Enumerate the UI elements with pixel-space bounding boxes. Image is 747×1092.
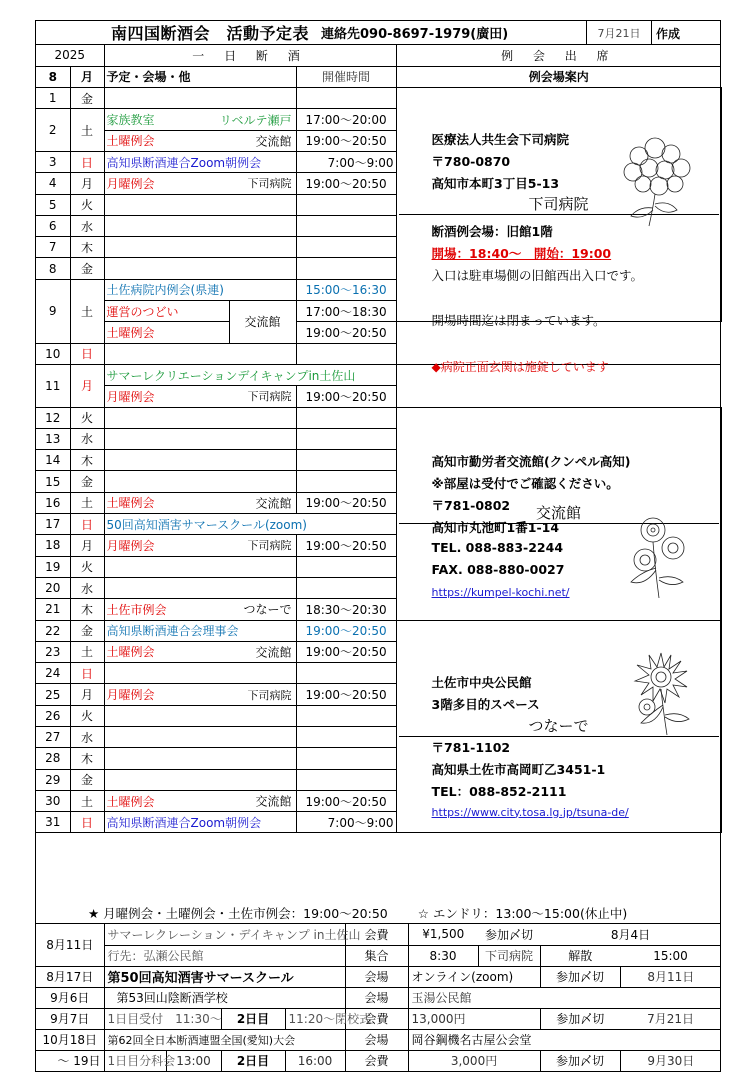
day2-label: 2日目 [221,1008,285,1029]
event-time: 19:00～20:50 [296,130,396,151]
weekday: 土 [70,279,104,343]
day-number: 15 [36,471,70,492]
day-number: 29 [36,769,70,790]
day-number: 10 [36,343,70,364]
time-column-header: 開催時間 [296,66,396,87]
day-row-sub [36,322,721,343]
event-name [104,237,296,258]
day-number: 4 [36,173,70,194]
venue-panel-geshi [396,88,721,375]
calendar-table [36,45,721,833]
meeting-times-note: ★ 月曜例会・土曜例会・土佐市例会：19:00～20:50 [88,906,388,921]
event-name [104,407,296,428]
event-location: 交流館 [229,301,296,344]
event-summer-school: 50回高知酒害サマースクール(zoom) [104,514,396,535]
fee-label: 会費 [345,1050,408,1071]
day-row [36,364,721,385]
deadline-value: 8月4日 [540,924,721,945]
day-number: 13 [36,428,70,449]
event-zoom-meeting: 高知県断酒連合Zoom朝例会 [104,151,296,172]
weekday: 水 [70,215,104,236]
event-row [36,1050,721,1071]
event-name [104,88,296,109]
weekday: 水 [70,727,104,748]
day-number: 26 [36,705,70,726]
event-time [296,343,396,364]
event-time [296,194,396,215]
venue-address: 高知市丸池町1番1-14 [431,519,560,535]
venue-panel-koryukan [396,407,721,620]
event-time [296,556,396,577]
day-number: 9 [36,279,70,343]
event-name [104,194,296,215]
fee-value: 13,000円 [408,1008,540,1029]
day-number: 12 [36,407,70,428]
meet-time: 8:30 [408,945,478,966]
left-section-title: 一 日 断 酒 [104,45,396,66]
month-number: 8 [36,66,70,87]
venue-room-note: ※部屋は受付でご確認ください。 [431,475,619,491]
day-number: 5 [36,194,70,215]
event-date: 8月17日 [36,966,104,987]
contact-info: 連絡先090-8697-1979(廣田) [321,27,509,42]
event-time: 19:00～20:50 [296,684,396,705]
deadline-value: 7月21日 [620,1008,721,1029]
event-monday-meeting: 月曜例会 下司病院 [104,386,296,407]
event-time: 15:00～16:30 [296,279,396,300]
special-events-table [36,924,721,1071]
venue-tel: TEL. 088-883-2244 [431,539,564,555]
weekday: 木 [70,748,104,769]
weekday: 土 [70,492,104,513]
event-title: 第53回山陰断酒学校 [104,987,345,1008]
day-number: 22 [36,620,70,641]
venue-closed-note: 開場時間迄は閉まっています。 [431,313,606,329]
fee-value: 3,000円 [408,1050,540,1071]
event-name [104,215,296,236]
plan-column-header: 予定・会場・他 [104,66,296,87]
weekday: 土 [70,109,104,152]
venue-postal: 〒781-1102 [431,739,511,755]
event-monday-meeting: 月曜例会 下司病院 [104,684,296,705]
day-number: 6 [36,215,70,236]
venue-room: 断酒例会場：旧館1階 [431,224,553,240]
day-number: 23 [36,641,70,662]
day2-time: 16:00 [285,1050,345,1071]
day-number: 7 [36,237,70,258]
meeting-summary [36,903,720,924]
event-time: 19:00～20:50 [296,641,396,662]
month-label: 月 [70,66,104,87]
day-number: 14 [36,450,70,471]
venue-room: 3階多目的スペース [431,696,540,712]
event-time: 19:00～20:50 [296,173,396,194]
event-name [104,663,296,684]
event-saturday-meeting: 土曜例会 交流館 [104,130,296,151]
event-time [296,471,396,492]
weekday: 月 [70,535,104,556]
day-number: 28 [36,748,70,769]
event-title: 第62回全日本断酒連盟全国(愛知)大会 [104,1029,345,1050]
closing-note: 11:20～閉校式 [285,1008,345,1029]
weekday: 日 [70,663,104,684]
event-row [36,1029,721,1050]
day-row [36,407,721,428]
event-title: サマーレクレーション・デイキャンプ in土佐山 [104,924,345,945]
event-saturday-meeting: 土曜例会 交流館 [104,492,296,513]
deadline-label: 参加〆切 [478,924,540,945]
day2-label: 2日目 [221,1050,285,1071]
event-summer-camp: サマーレクリエーションデイキャンプin土佐山 [104,364,396,385]
venue-address: 高知市本町3丁目5-13 [431,176,560,192]
venue-entrance-note: 入口は駐車場側の旧館西出入口です。 [431,268,644,284]
day-row-sub [36,386,721,407]
weekday: 金 [70,471,104,492]
day-number: 21 [36,599,70,620]
event-time [296,450,396,471]
fee-value: ¥1,500 [408,924,478,945]
day-number: 20 [36,577,70,598]
day-number: 30 [36,790,70,811]
event-row [36,924,721,945]
deadline-value: 8月11日 [620,966,721,987]
day-number: 24 [36,663,70,684]
event-saturday-meeting: 土曜例会 交流館 [104,790,296,811]
event-time: 19:00～20:50 [296,535,396,556]
event-name [104,343,296,364]
event-time: 17:00～20:00 [296,109,396,130]
deadline-label: 参加〆切 [540,1008,620,1029]
event-name [104,428,296,449]
event-tosa-hospital-meeting: 土佐病院内例会(県連) [104,279,296,300]
event-time [296,428,396,449]
event-time [296,769,396,790]
event-name [104,450,296,471]
weekday: 火 [70,407,104,428]
venue-value: 岡谷鋼機名古屋公会堂 [408,1029,721,1050]
event-name [104,727,296,748]
fee-label: 会費 [345,924,408,945]
day-number: 11 [36,364,70,407]
event-time [296,237,396,258]
event-time [296,258,396,279]
day-number: 25 [36,684,70,705]
created-label: 作成 [656,27,681,41]
dismiss-label: 解散 [540,945,620,966]
event-time [296,88,396,109]
event-family-class: 家族教室 リベルテ瀬戸 [104,109,296,130]
event-name [104,705,296,726]
event-date: 8月11日 [36,924,104,966]
event-date: 9月7日 [36,1008,104,1029]
title-row [36,21,720,45]
day-number: 19 [36,556,70,577]
venue-address: 高知県土佐市高岡町乙3451-1 [431,761,606,777]
event-time: 7:00～9:00 [296,151,396,172]
day-row [36,343,721,364]
event-time: 7:00～9:00 [296,812,396,833]
event-date: 9月6日 [36,987,104,1008]
event-row [36,966,721,987]
event-time [296,705,396,726]
page-title: 南四国断酒会 活動予定表 [111,24,310,43]
year-cell: 2025 [36,45,104,66]
weekday: 金 [70,88,104,109]
created-date: 7月21日 [586,21,652,44]
venue-value: オンライン(zoom) [408,966,540,987]
event-time [296,577,396,598]
day-number: 3 [36,151,70,172]
event-time: 19:00～20:50 [296,386,396,407]
day-number: 31 [36,812,70,833]
weekday: 水 [70,428,104,449]
day-number: 18 [36,535,70,556]
weekday: 火 [70,194,104,215]
venue-heading: つなーで [399,716,719,737]
right-section-title: 例 会 出 席 [396,45,721,66]
event-row [36,987,721,1008]
deadline-value: 9月30日 [620,1050,721,1071]
venue-label: 会場 [345,1029,408,1050]
weekday: 水 [70,577,104,598]
venue-heading: 交流館 [399,503,719,524]
event-time [296,663,396,684]
deadline-label: 参加〆切 [540,966,620,987]
dahlia-illustration [623,508,695,600]
weekday: 火 [70,556,104,577]
event-time [296,748,396,769]
weekday: 日 [70,812,104,833]
venue-label: 会場 [345,987,408,1008]
day-number: 17 [36,514,70,535]
event-name [104,748,296,769]
weekday: 土 [70,641,104,662]
event-tosa-city-meeting: 土佐市例会 つなーで [104,599,296,620]
event-time: 19:00～20:50 [296,322,396,343]
venue-label: 会場 [345,966,408,987]
venue-name: 土佐市中央公民館 [431,674,532,690]
event-name [104,556,296,577]
day-number: 8 [36,258,70,279]
venue-value: 玉湯公民館 [408,987,721,1008]
weekday: 日 [70,151,104,172]
event-name [104,577,296,598]
venue-link[interactable]: https://www.city.tosa.lg.jp/tsuna-de/ [431,805,629,819]
meet-place: 下司病院 [478,945,540,966]
event-date: ～ 19日 [36,1050,104,1071]
venue-heading: 下司病院 [399,194,719,215]
day-row [36,88,721,109]
event-date: 10月18日 [36,1029,104,1050]
weekday: 土 [70,790,104,811]
venue-postal: 〒781-0802 [431,497,511,513]
event-time [296,727,396,748]
event-time: 19:00～20:50 [296,620,396,641]
event-management-gathering: 運営のつどい [104,301,229,322]
fee-label: 会費 [345,1008,408,1029]
weekday: 金 [70,258,104,279]
venue-name: 医療法人共生会下司病院 [431,132,570,148]
event-row [36,1008,721,1029]
dismiss-time: 15:00 [620,945,721,966]
weekday: 金 [70,620,104,641]
event-name [104,471,296,492]
day1-note: 1日目分科会 [104,1050,166,1071]
weekday: 日 [70,514,104,535]
day-number: 1 [36,88,70,109]
event-monday-meeting: 月曜例会 下司病院 [104,535,296,556]
meet-label: 集合 [345,945,408,966]
event-time: 19:00～20:50 [296,790,396,811]
sunflower-illustration [623,649,697,737]
weekday: 月 [70,364,104,407]
event-saturday-meeting: 土曜例会 [104,322,229,343]
schedule-sheet [35,20,721,1072]
weekday: 木 [70,450,104,471]
venue-opening-time: 開場：18:40～ 開始：19:00 [431,246,612,262]
event-saturday-meeting: 土曜例会 交流館 [104,641,296,662]
event-title: 第50回高知酒害サマースクール [104,966,345,987]
venue-link[interactable]: https://kumpel-kochi.net/ [431,585,570,599]
event-destination: 行先：弘瀬公民館 [104,945,345,966]
day-row [36,620,721,641]
event-row-sub [36,945,721,966]
event-time: 18:30～20:30 [296,599,396,620]
deadline-label: 参加〆切 [540,1050,620,1071]
weekday: 木 [70,599,104,620]
day-number: 27 [36,727,70,748]
venue-postal: 〒780-0870 [431,154,511,170]
day1-note: 1日目受付 11:30～ [104,1008,221,1029]
event-time [296,215,396,236]
guide-column-header: 例会場案内 [396,66,721,87]
event-zoom-meeting: 高知県断酒連合Zoom朝例会 [104,812,296,833]
weekday: 月 [70,173,104,194]
event-name [104,258,296,279]
day-number: 16 [36,492,70,513]
venue-fax: FAX. 088-880-0027 [431,561,565,577]
weekday: 金 [70,769,104,790]
event-name [104,769,296,790]
weekday: 木 [70,237,104,258]
venue-tel: TEL：088-852-2111 [431,783,567,799]
venue-locked-note: ◆病院正面玄関は施錠しています [431,360,609,375]
panel-spacer [396,386,721,407]
event-time [296,407,396,428]
hydrangea-illustration [619,128,697,228]
day1-time: 13:00 [166,1050,221,1071]
venue-panel-tsunade [396,620,721,833]
entry-note: ☆ エンドリ：13:00～15:00(休止中) [417,906,628,921]
event-board-meeting: 高知県断酒連合会理事会 [104,620,296,641]
event-time: 17:00～18:30 [296,301,396,322]
weekday: 月 [70,684,104,705]
weekday: 日 [70,343,104,364]
event-time: 19:00～20:50 [296,492,396,513]
day-number: 2 [36,109,70,152]
venue-name: 高知市勤労者交流館(クンペル高知) [431,453,631,469]
weekday: 火 [70,705,104,726]
event-monday-meeting: 月曜例会 下司病院 [104,173,296,194]
